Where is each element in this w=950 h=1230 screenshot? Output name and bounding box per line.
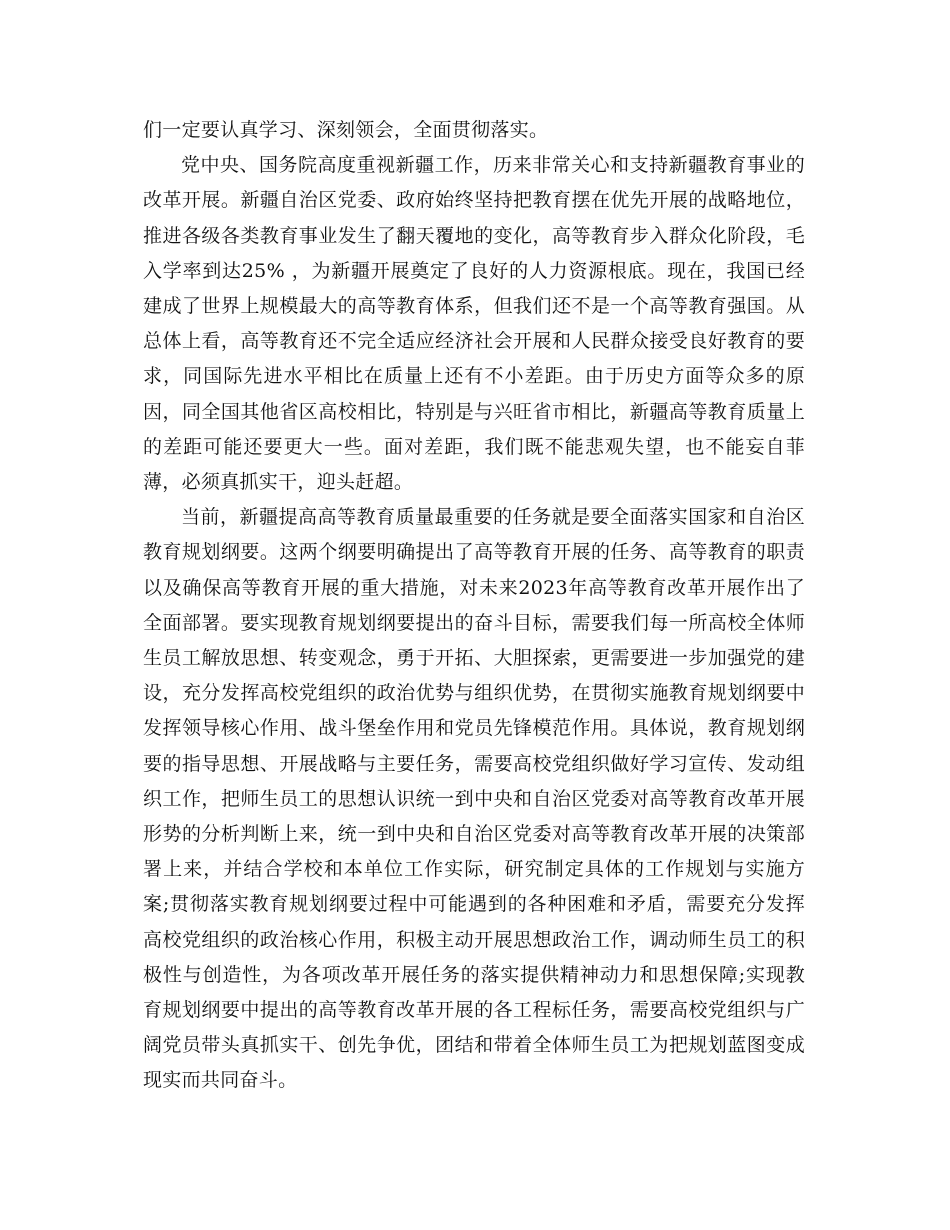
- document-page: [143, 113, 805, 1099]
- paragraph-2: 党中央、国务院高度重视新疆工作，历来非常关心和支持新疆教育事业的改革开展。新疆自治区党委、政府始终坚持把教育摆在优先开展的战略地位，推进各级各类教育事业发生了翻天覆地的变化，高等教育步入群众化阶段，毛入学率到达25% ，为新疆开展奠定了良好的人力资源根底。现在，我国已经建成了世界上规模最大的高等教育体系，但我们还不是一个高等教育强国。从总体上看，高等教育还不完全适应经济社会开展和人民群众接受良好教育的要求，同国际先进水平相比在质量上还有不小差距。由于历史方面等众多的原因，同全国其他省区高校相比，特别是与兴旺省市相比，新疆高等教育质量上的差距可能还要更大一些。面对差距，我们既不能悲观失望，也不能妄自菲薄，必须真抓实干，迎头赶超。: [143, 154, 805, 494]
- paragraph-3: 当前，新疆提高高等教育质量最重要的任务就是要全面落实国家和自治区教育规划纲要。这两个纲要明确提出了高等教育开展的任务、高等教育的职责以及确保高等教育开展的重大措施，对未来2023年高等教育改革开展作出了全面部署。要实现教育规划纲要提出的奋斗目标，需要我们每一所高校全体师生员工解放思想、转变观念，勇于开拓、大胆探索，更需要进一步加强党的建设，充分发挥高校党组织的政治优势与组织优势，在贯彻实施教育规划纲要中发挥领导核心作用、战斗堡垒作用和党员先锋模范作用。具体说，教育规划纲要的指导思想、开展战略与主要任务，需要高校党组织做好学习宣传、发动组织工作，把师生员工的思想认识统一到中央和自治区党委对高等教育改革开展形势的分析判断上来，统一到中央和自治区党委对高等教育改革开展的决策部署上来，并结合学校和本单位工作实际，研究制定具体的工作规划与实施方案;贯彻落实教育规划纲要过程中可能遇到的各种困难和矛盾，需要充分发挥高校党组织的政治核心作用，积极主动开展思想政治工作，调动师生员工的积极性与创造性，为各项改革开展任务的落实提供精神动力和思想保障;实现教育规划纲要中提出的高等教育改革开展的各工程标任务，需要高校党组织与广阔党员带头真抓实干、创先争优，团结和带着全体师生员工为把规划蓝图变成现实而共同奋斗。: [143, 506, 805, 1092]
- paragraph-1: 们一定要认真学习、深刻领会，全面贯彻落实。: [143, 119, 549, 141]
